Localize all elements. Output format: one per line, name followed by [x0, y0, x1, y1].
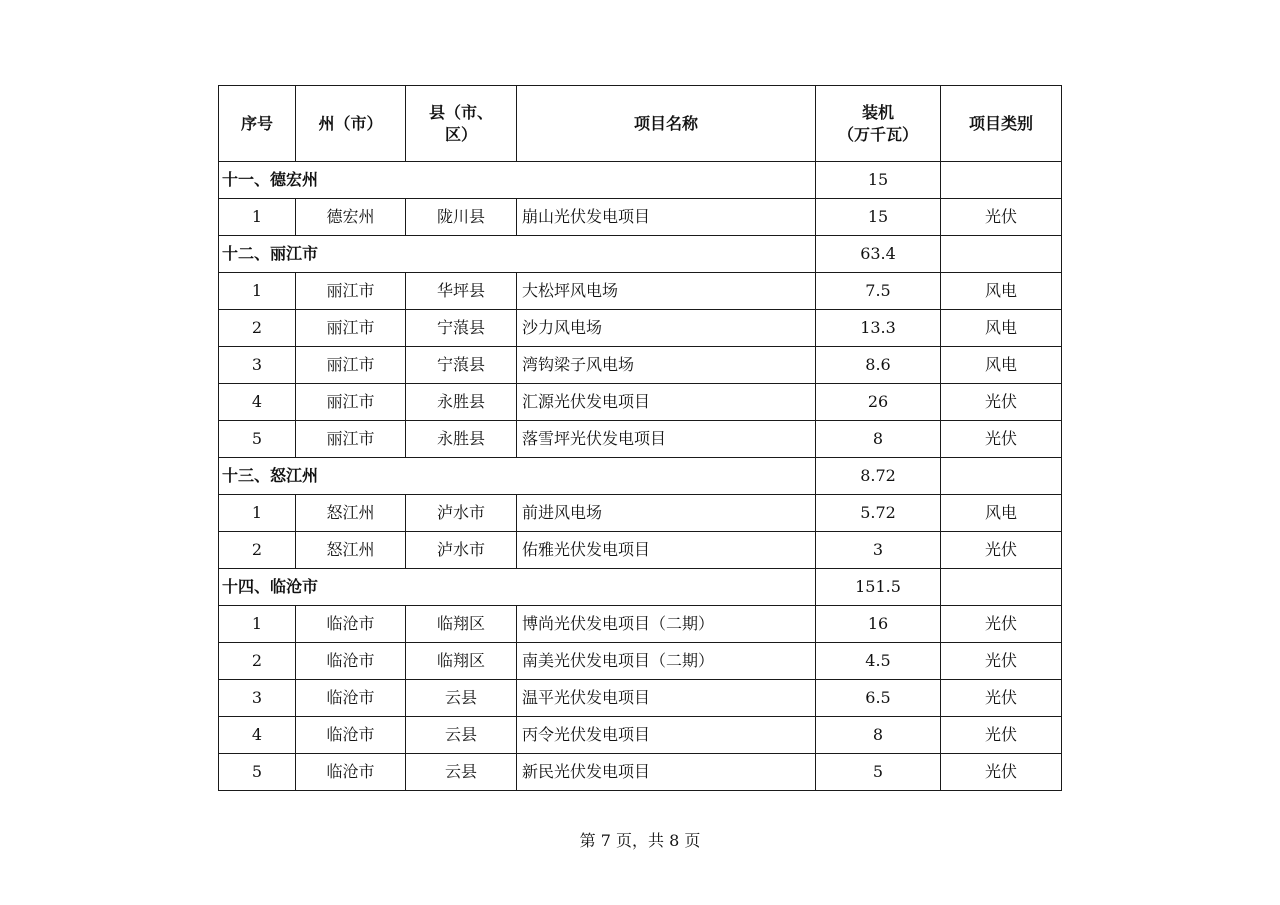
row-prefecture: 临沧市	[296, 680, 406, 717]
row-capacity: 6.5	[816, 680, 941, 717]
row-capacity: 15	[816, 199, 941, 236]
row-project-name: 博尚光伏发电项目（二期）	[517, 606, 816, 643]
table-row	[219, 310, 1062, 347]
row-category: 光伏	[941, 643, 1062, 680]
group-total-capacity: 15	[816, 162, 941, 199]
group-category-empty	[941, 569, 1062, 606]
row-capacity: 5	[816, 754, 941, 791]
row-prefecture: 德宏州	[296, 199, 406, 236]
table-row	[219, 199, 1062, 236]
row-county: 云县	[406, 754, 517, 791]
row-project-name: 湾钩梁子风电场	[517, 347, 816, 384]
row-category: 光伏	[941, 717, 1062, 754]
row-county: 永胜县	[406, 384, 517, 421]
row-prefecture: 丽江市	[296, 421, 406, 458]
row-prefecture: 丽江市	[296, 384, 406, 421]
row-seq: 2	[219, 310, 296, 347]
group-title: 十一、德宏州	[219, 162, 816, 199]
row-category: 风电	[941, 273, 1062, 310]
row-capacity: 16	[816, 606, 941, 643]
table-row	[219, 680, 1062, 717]
row-county: 泸水市	[406, 532, 517, 569]
group-category-empty	[941, 458, 1062, 495]
row-seq: 4	[219, 384, 296, 421]
row-seq: 1	[219, 606, 296, 643]
header-capacity-line2: （万千瓦）	[837, 124, 918, 144]
row-seq: 3	[219, 680, 296, 717]
header-category: 项目类别	[941, 86, 1062, 162]
header-seq: 序号	[219, 86, 296, 162]
table-row	[219, 754, 1062, 791]
row-seq: 1	[219, 495, 296, 532]
row-project-name: 新民光伏发电项目	[517, 754, 816, 791]
group-title: 十三、怒江州	[219, 458, 816, 495]
row-prefecture: 丽江市	[296, 347, 406, 384]
row-prefecture: 丽江市	[296, 310, 406, 347]
header-capacity	[816, 86, 941, 162]
row-prefecture: 临沧市	[296, 717, 406, 754]
project-table	[218, 85, 1062, 791]
row-category: 风电	[941, 495, 1062, 532]
header-county	[406, 86, 517, 162]
row-category: 风电	[941, 310, 1062, 347]
row-project-name: 前进风电场	[517, 495, 816, 532]
row-capacity: 8	[816, 717, 941, 754]
row-project-name: 大松坪风电场	[517, 273, 816, 310]
row-county: 临翔区	[406, 606, 517, 643]
table-row	[219, 606, 1062, 643]
row-county: 宁蒗县	[406, 347, 517, 384]
row-category: 光伏	[941, 680, 1062, 717]
row-county: 临翔区	[406, 643, 517, 680]
row-capacity: 13.3	[816, 310, 941, 347]
row-prefecture: 临沧市	[296, 643, 406, 680]
page-footer: 第 7 页，共 8 页	[579, 831, 701, 850]
row-seq: 5	[219, 754, 296, 791]
table-row	[219, 717, 1062, 754]
header-prefecture: 州（市）	[296, 86, 406, 162]
group-row	[219, 162, 1062, 199]
row-capacity: 5.72	[816, 495, 941, 532]
row-project-name: 南美光伏发电项目（二期）	[517, 643, 816, 680]
row-category: 光伏	[941, 532, 1062, 569]
row-seq: 3	[219, 347, 296, 384]
group-row	[219, 458, 1062, 495]
row-seq: 5	[219, 421, 296, 458]
table-row	[219, 384, 1062, 421]
header-county-line1: 县（市、	[428, 102, 493, 122]
row-project-name: 温平光伏发电项目	[517, 680, 816, 717]
header-county-line2: 区）	[444, 124, 477, 144]
row-capacity: 26	[816, 384, 941, 421]
row-project-name: 崩山光伏发电项目	[517, 199, 816, 236]
row-category: 光伏	[941, 606, 1062, 643]
group-total-capacity: 151.5	[816, 569, 941, 606]
row-county: 永胜县	[406, 421, 517, 458]
row-project-name: 丙令光伏发电项目	[517, 717, 816, 754]
row-prefecture: 临沧市	[296, 754, 406, 791]
row-capacity: 7.5	[816, 273, 941, 310]
row-prefecture: 丽江市	[296, 273, 406, 310]
row-project-name: 佑雅光伏发电项目	[517, 532, 816, 569]
row-category: 光伏	[941, 199, 1062, 236]
group-row	[219, 569, 1062, 606]
row-project-name: 落雪坪光伏发电项目	[517, 421, 816, 458]
group-title: 十二、丽江市	[219, 236, 816, 273]
row-capacity: 3	[816, 532, 941, 569]
row-seq: 1	[219, 199, 296, 236]
group-row	[219, 236, 1062, 273]
group-total-capacity: 63.4	[816, 236, 941, 273]
row-prefecture: 怒江州	[296, 495, 406, 532]
row-prefecture: 临沧市	[296, 606, 406, 643]
header-project-name: 项目名称	[517, 86, 816, 162]
table-row	[219, 273, 1062, 310]
row-category: 光伏	[941, 421, 1062, 458]
row-county: 宁蒗县	[406, 310, 517, 347]
group-total-capacity: 8.72	[816, 458, 941, 495]
table-row	[219, 421, 1062, 458]
row-prefecture: 怒江州	[296, 532, 406, 569]
row-project-name: 汇源光伏发电项目	[517, 384, 816, 421]
row-seq: 2	[219, 643, 296, 680]
header-row	[219, 86, 1062, 162]
row-county: 云县	[406, 680, 517, 717]
row-category: 光伏	[941, 754, 1062, 791]
header-capacity-line1: 装机	[861, 102, 894, 122]
table-row	[219, 495, 1062, 532]
row-project-name: 沙力风电场	[517, 310, 816, 347]
row-seq: 1	[219, 273, 296, 310]
table-row	[219, 643, 1062, 680]
row-county: 泸水市	[406, 495, 517, 532]
row-county: 云县	[406, 717, 517, 754]
row-county: 陇川县	[406, 199, 517, 236]
group-title: 十四、临沧市	[219, 569, 816, 606]
table-row	[219, 532, 1062, 569]
row-seq: 2	[219, 532, 296, 569]
row-capacity: 4.5	[816, 643, 941, 680]
table-body	[219, 162, 1062, 791]
row-category: 光伏	[941, 384, 1062, 421]
table-row	[219, 347, 1062, 384]
row-county: 华坪县	[406, 273, 517, 310]
group-category-empty	[941, 162, 1062, 199]
row-capacity: 8	[816, 421, 941, 458]
row-category: 风电	[941, 347, 1062, 384]
row-seq: 4	[219, 717, 296, 754]
group-category-empty	[941, 236, 1062, 273]
row-capacity: 8.6	[816, 347, 941, 384]
